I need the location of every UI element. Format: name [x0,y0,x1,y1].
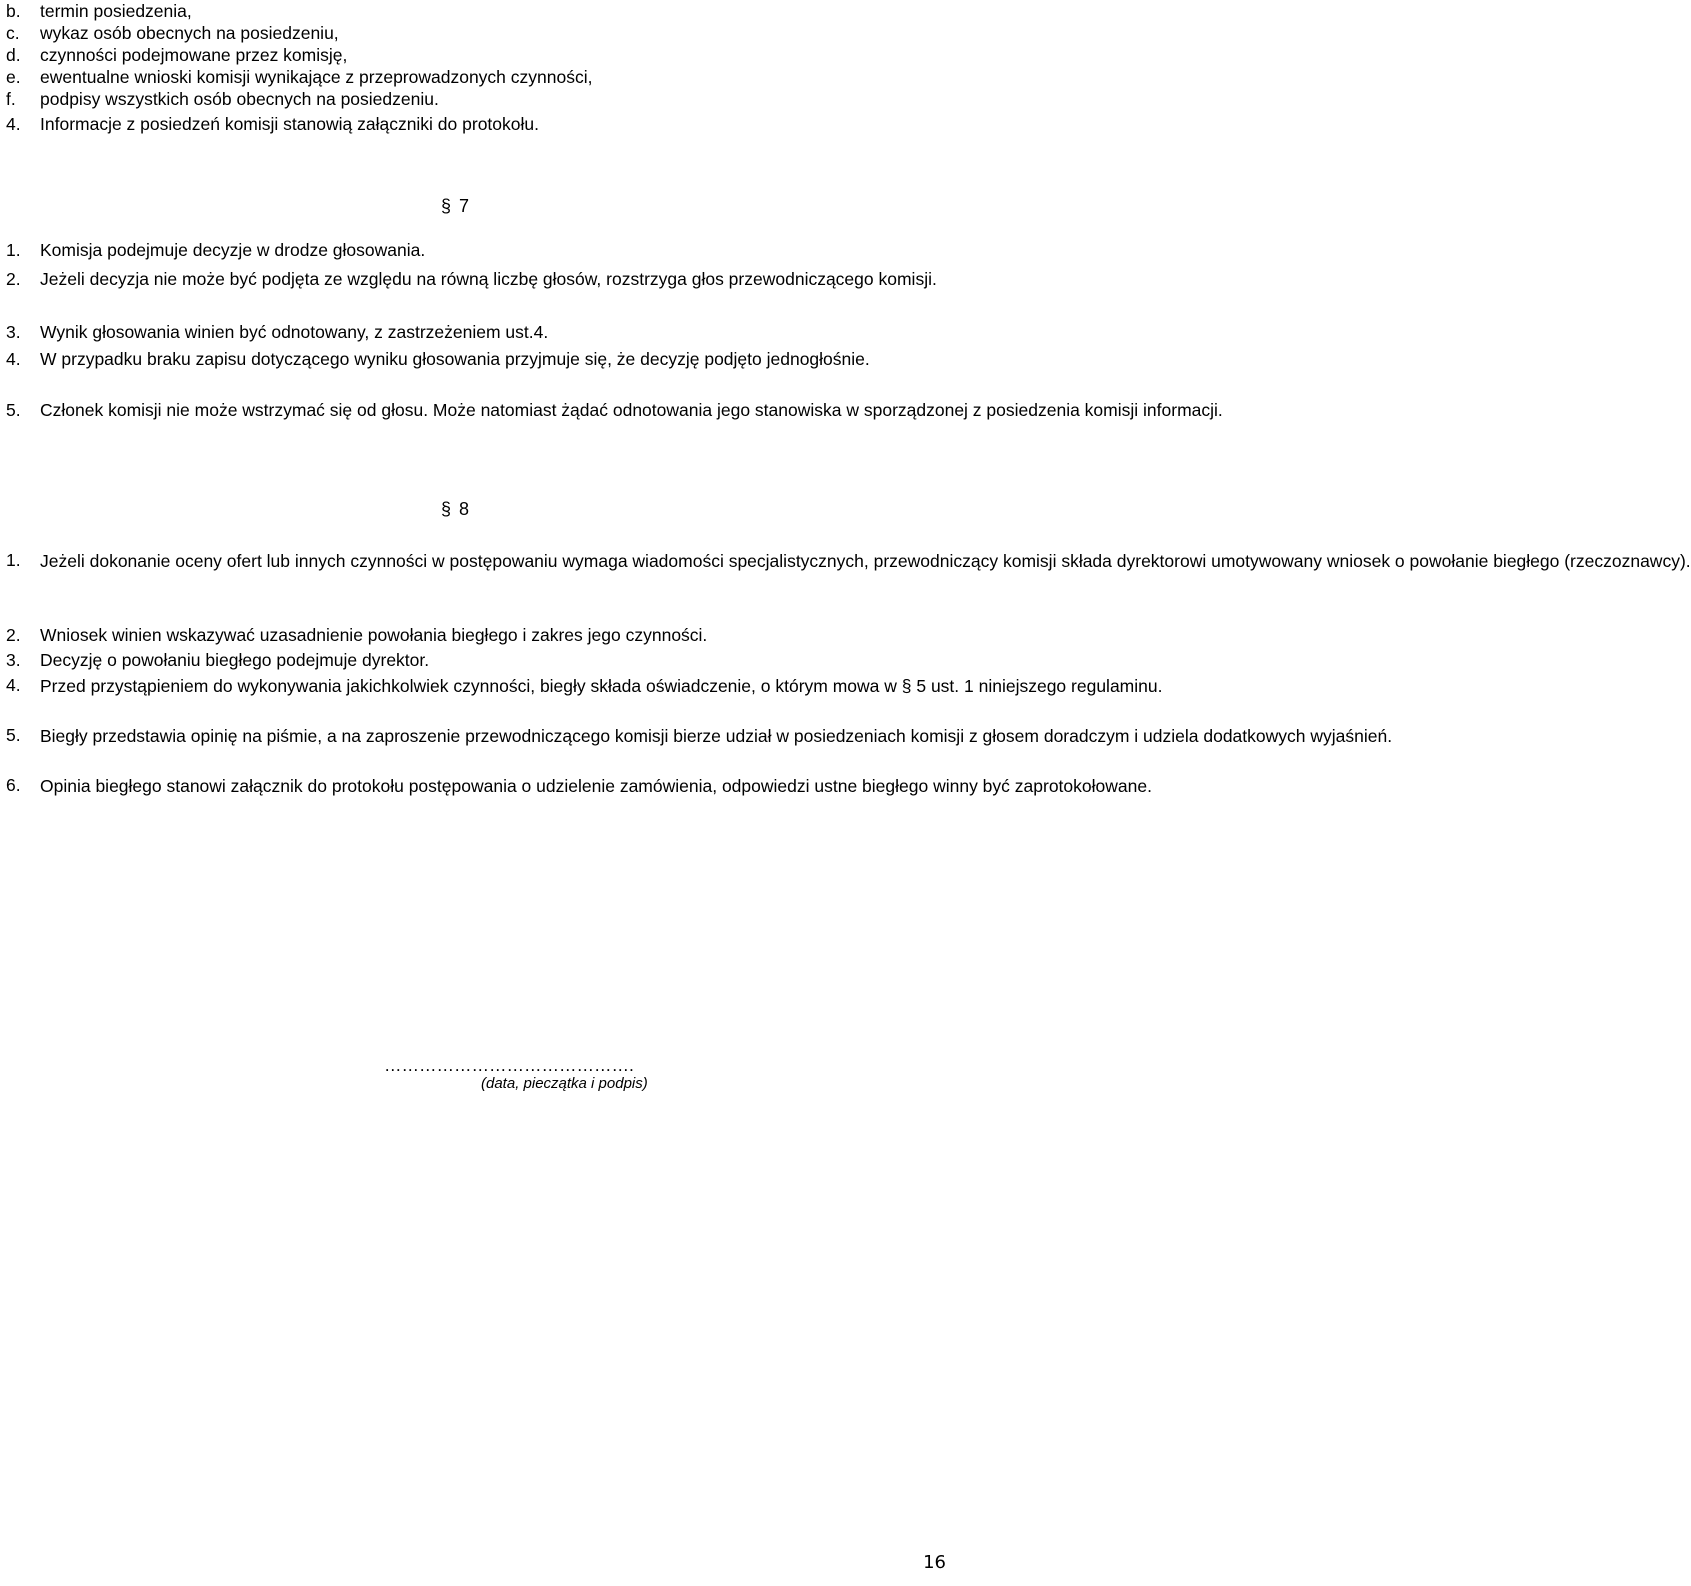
list-text: Wynik głosowania winien być odnotowany, z zastrzeżeniem ust.4. [40,322,549,342]
list-marker: c. [6,23,20,43]
list-text: Opinia biegłego stanowi załącznik do protokołu postępowania o udzielenie zamówienia, odpowiedzi ustne biegłego winny być zaprotokołowane. [40,776,1152,796]
list-marker: e. [6,67,21,87]
list-marker: 2. [6,269,21,289]
list-marker: 5. [6,400,21,420]
list-marker: 4. [6,349,21,369]
section-7-heading [441,196,469,217]
list-text: ewentualne wnioski komisji wynikające z przeprowadzonych czynności, [40,67,593,87]
list-text: Jeżeli decyzja nie może być podjęta ze względu na równą liczbę głosów, rozstrzyga głos przewodniczącego komisji. [40,269,937,289]
list-marker: 4. [6,675,21,695]
list-marker: 2. [6,625,21,645]
list-text: termin posiedzenia, [40,1,192,21]
list-text: podpisy wszystkich osób obecnych na posiedzeniu. [40,89,439,109]
list-marker: 1. [6,240,21,260]
section-8-heading [441,499,469,520]
list-text: Jeżeli dokonanie oceny ofert lub innych czynności w postępowaniu wymaga wiadomości specjalistycznych, przewodniczący komisji składa dyrektorowi umotywowany wniosek o powołanie biegłego (rzeczoznawcy). [40,551,1691,571]
signature-caption: (data, pieczątka i podpis) [481,1075,648,1092]
list-marker: 4. [6,114,21,134]
list-marker: b. [6,1,21,21]
list-marker: 6. [6,775,21,795]
list-marker: d. [6,45,21,65]
list-marker: 3. [6,322,21,342]
list-text: Komisja podejmuje decyzje w drodze głosowania. [40,240,426,260]
list-text: Decyzję o powołaniu biegłego podejmuje dyrektor. [40,650,430,670]
list-text: Przed przystąpieniem do wykonywania jakichkolwiek czynności, biegły składa oświadczenie, o którym mowa w § 5 ust. 1 niniejszego regulaminu. [40,676,1163,696]
list-text: W przypadku braku zapisu dotyczącego wyniku głosowania przyjmuje się, że decyzję podjęto jednogłośnie. [40,349,870,369]
section-symbol: § [441,499,452,519]
list-text: Informacje z posiedzeń komisji stanowią załączniki do protokołu. [40,114,539,134]
section-number: 7 [459,196,470,216]
section-number: 8 [459,499,470,519]
list-text: Biegły przedstawia opinię na piśmie, a na zaproszenie przewodniczącego komisji bierze udział w posiedzeniach komisji z głosem doradczym i udziela dodatkowych wyjaśnień. [40,726,1393,746]
list-text: wykaz osób obecnych na posiedzeniu, [40,23,339,43]
signature-line: ……………………………………. [384,1055,634,1075]
list-marker: f. [6,89,16,109]
section-symbol: § [441,196,452,216]
list-text: czynności podejmowane przez komisję, [40,45,348,65]
page-number: 16 [923,1552,946,1573]
list-marker: 3. [6,650,21,670]
list-text: Członek komisji nie może wstrzymać się od głosu. Może natomiast żądać odnotowania jego stanowiska w sporządzonej z posiedzenia komisji informacji. [40,400,1223,420]
list-marker: 1. [6,550,21,570]
list-marker: 5. [6,725,21,745]
list-text: Wniosek winien wskazywać uzasadnienie powołania biegłego i zakres jego czynności. [40,625,708,645]
